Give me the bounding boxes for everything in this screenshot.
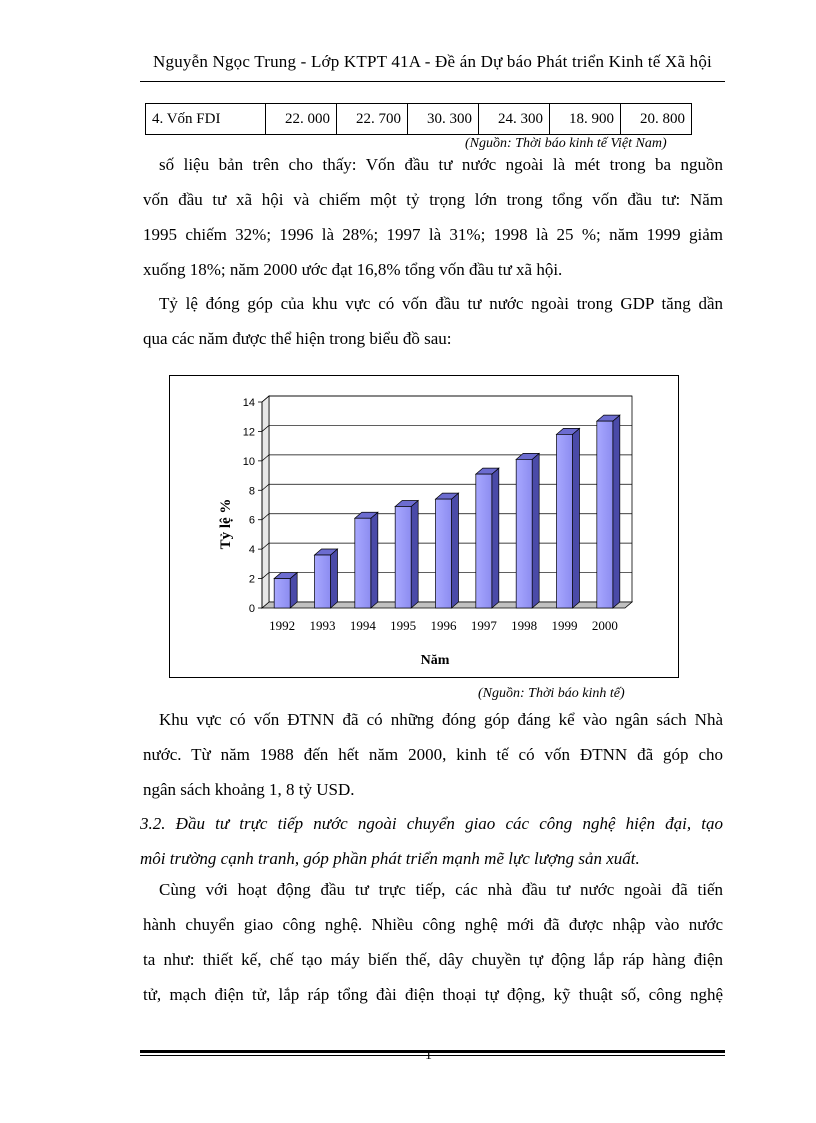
table-cell: 22. 700 [337,104,408,135]
bar-side [573,428,580,608]
bar [436,499,452,608]
text-line: qua các năm được thể hiện trong biểu đồ sau: [143,329,452,348]
text-line: ngân sách khoảng 1, 8 tỷ USD. [143,780,355,799]
text-line: Tỷ lệ đóng góp của khu vực có vốn đầu tư nước ngoài trong GDP tăng dần [159,294,723,313]
x-axis-label: Năm [420,653,450,668]
x-tick-label: 2000 [591,618,618,633]
y-tick-label: 4 [248,544,255,557]
text-line: ta như: thiết kế, chế tạo máy biến thế, dây chuyền tự động lắp ráp hàng điện [143,950,723,969]
page-header: Nguyễn Ngọc Trung - Lớp KTPT 41A - Đề án Dự báo Phát triển Kinh tế Xã hội [153,52,712,71]
chart-canvas [170,376,678,677]
page-number: 1 [425,1048,432,1063]
text-line: 1995 chiếm 32%; 1996 là 28%; 1997 là 31%; 1998 là 25 %; năm 1999 giảm [143,225,723,244]
bar [476,474,492,608]
x-tick-label: 1999 [551,618,578,633]
x-tick-label: 1997 [470,618,497,633]
table-cell: 20. 800 [621,104,692,135]
bar-side [613,415,620,608]
paragraph-technology [143,872,723,1012]
table-row-label: 4. Vốn FDI [146,104,266,135]
bar [395,506,411,608]
bar-side [411,500,418,608]
text-line: Khu vực có vốn ĐTNN đã có những đóng góp đáng kể vào ngân sách Nhà [159,710,723,729]
y-tick-label: 14 [242,397,255,409]
text-line: tử, mạch điện tử, lắp ráp tổng đài điện thoại tự động, kỹ thuật số, công nghệ [143,985,723,1004]
x-tick-label: 1992 [269,618,296,633]
x-tick-label: 1994 [349,618,376,633]
heading-line: môi trường cạnh tranh, góp phần phát triển mạnh mẽ lực lượng sản xuất. [140,849,640,868]
bar [274,579,290,608]
table-cell: 18. 900 [550,104,621,135]
section-heading-3-2 [140,806,723,876]
y-tick-label: 10 [242,455,255,468]
y-tick-label: 6 [248,514,255,527]
text-line: Cùng với hoạt động đầu tư trực tiếp, các nhà đầu tư nước ngoài đã tiến [159,880,723,899]
fdi-table [145,103,692,135]
text-line: vốn đầu tư xã hội và chiếm một tỷ trọng lớn trong tổng vốn đầu tư: Năm [143,190,723,209]
bar-side [492,468,499,608]
text-line: nước. Từ năm 1988 đến hết năm 2000, kinh tế có vốn ĐTNN đã góp cho [143,745,723,764]
chart-side-wall [262,396,269,608]
paragraph-budget [143,702,723,807]
y-tick-label: 12 [242,426,255,439]
table-cell: 30. 300 [408,104,479,135]
footer-rule [140,1055,725,1056]
x-tick-label: 1996 [430,618,457,633]
bar [355,518,371,608]
table-cell: 24. 300 [479,104,550,135]
paragraph-gdp-intro [143,286,723,356]
bar-side [532,453,539,608]
table-row [146,104,692,135]
x-tick-label: 1998 [511,618,538,633]
bar-side [452,493,459,608]
heading-line: 3.2. Đầu tư trực tiếp nước ngoài chuyển giao các công nghệ hiện đại, tạo [140,814,723,833]
bar [516,459,532,608]
text-line: hành chuyển giao công nghệ. Nhiều công nghệ mới đã được nhập vào nước [143,915,723,934]
chart-source: (Nguồn: Thời báo kinh tế) [478,686,625,701]
bar [557,434,573,608]
gdp-share-chart [169,375,679,678]
table-source: (Nguồn: Thời báo kinh tế Việt Nam) [465,136,667,151]
y-tick-label: 0 [248,603,255,615]
bar [597,421,613,608]
bar [315,555,331,608]
x-tick-label: 1993 [309,618,336,633]
bar-side [371,512,378,608]
header-rule [140,81,725,82]
text-line: xuống 18%; năm 2000 ước đạt 16,8% tổng vốn đầu tư xã hội. [143,260,563,279]
paragraph-fdi-share [143,147,723,287]
table-cell: 22. 000 [266,104,337,135]
bar-side [331,549,338,608]
y-tick-label: 2 [248,573,255,586]
text-line: số liệu bản trên cho thấy: Vốn đầu tư nước ngoài là mét trong ba nguồn [159,155,723,174]
x-tick-label: 1995 [390,618,417,633]
y-tick-label: 8 [248,485,255,498]
y-axis-label: Tỷ lệ % [218,498,234,550]
footer-rule [140,1050,725,1053]
